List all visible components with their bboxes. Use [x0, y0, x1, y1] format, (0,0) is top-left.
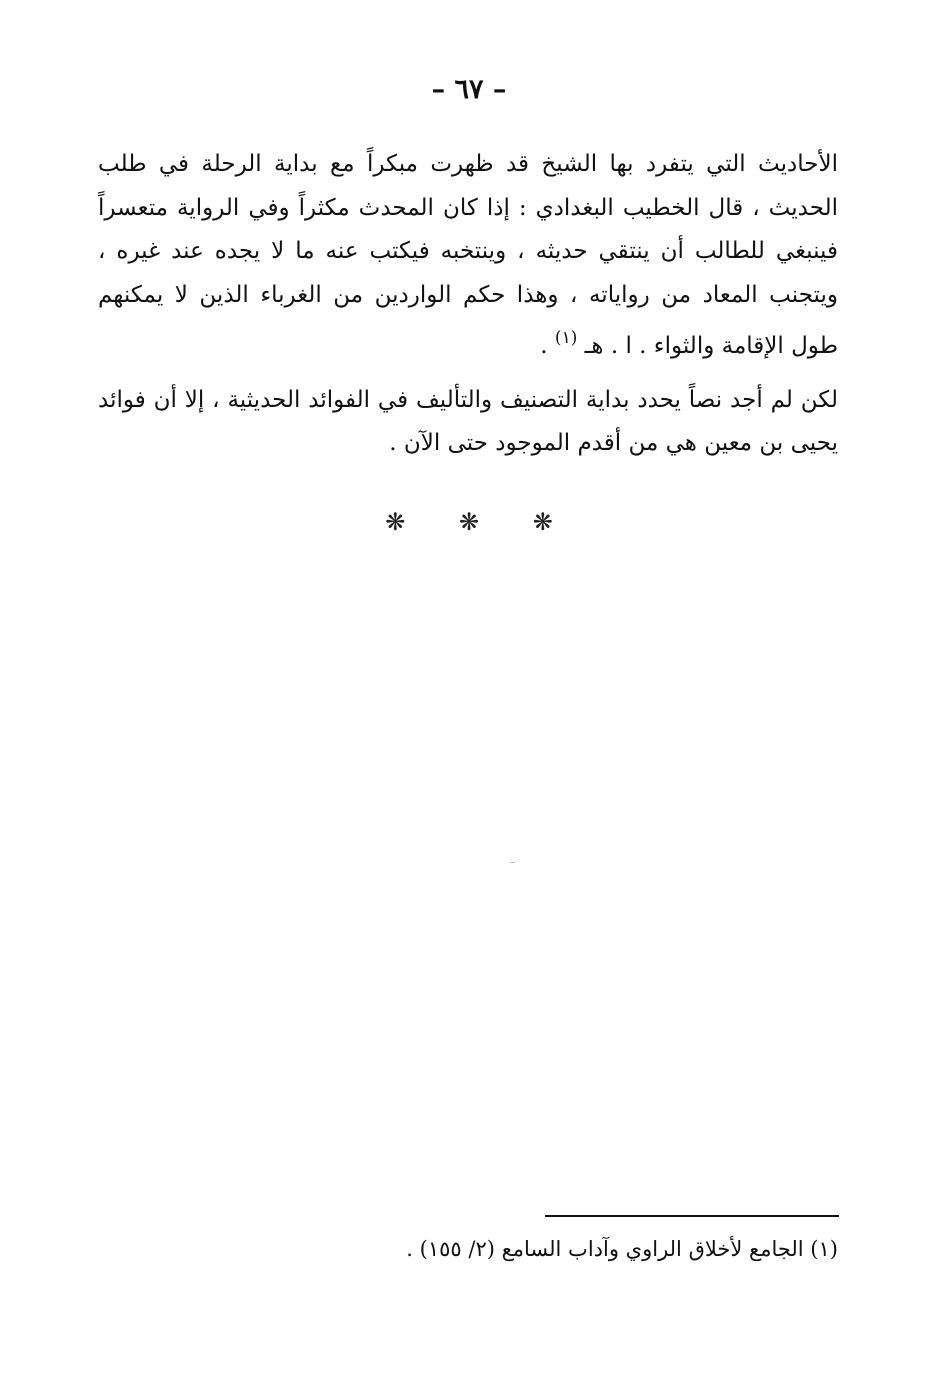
footnote-divider [545, 1215, 839, 1217]
page-number: – ٦٧ – [431, 74, 507, 105]
section-separator [0, 508, 938, 536]
footnote: (١) الجامع لأخلاق الراوي وآداب السامع (٢/ ١٥٥) . [406, 1237, 838, 1261]
asterism-icon: ❋ [458, 508, 480, 536]
asterism-icon: ❋ [532, 508, 553, 536]
body-text [98, 143, 838, 466]
paragraph-1-tail: . [540, 333, 555, 359]
footnote-reference: (١) [554, 328, 578, 348]
paragraph-2: لكن لم أجد نصاً يحدد بداية التصنيف والتأليف في الفوائد الحديثية ، إلا أن فوائد يحيى بن معين هي من أقدم الموجود حتى الآن . [98, 386, 838, 456]
scan-speck [510, 862, 515, 863]
paragraph-1-text: الأحاديث التي يتفرد بها الشيخ قد ظهرت مبكراً مع بداية الرحلة في طلب الحديث ، قال الخطيب البغدادي : إذا كان المحدث مكثراً وفي الرواية متعسراً فينبغي للطالب أن ينتقي حديثه ، وينتخبه فيكتب عنه ما لا يجده عند غيره ، ويتجنب المعاد من رواياته ، وهذا حكم الواردين من الغرباء الذين لا يمكنهم طول الإقامة والثواء . ا . هـ [98, 151, 838, 359]
paragraph-1 [98, 143, 838, 369]
asterism-icon: ❋ [385, 508, 406, 536]
